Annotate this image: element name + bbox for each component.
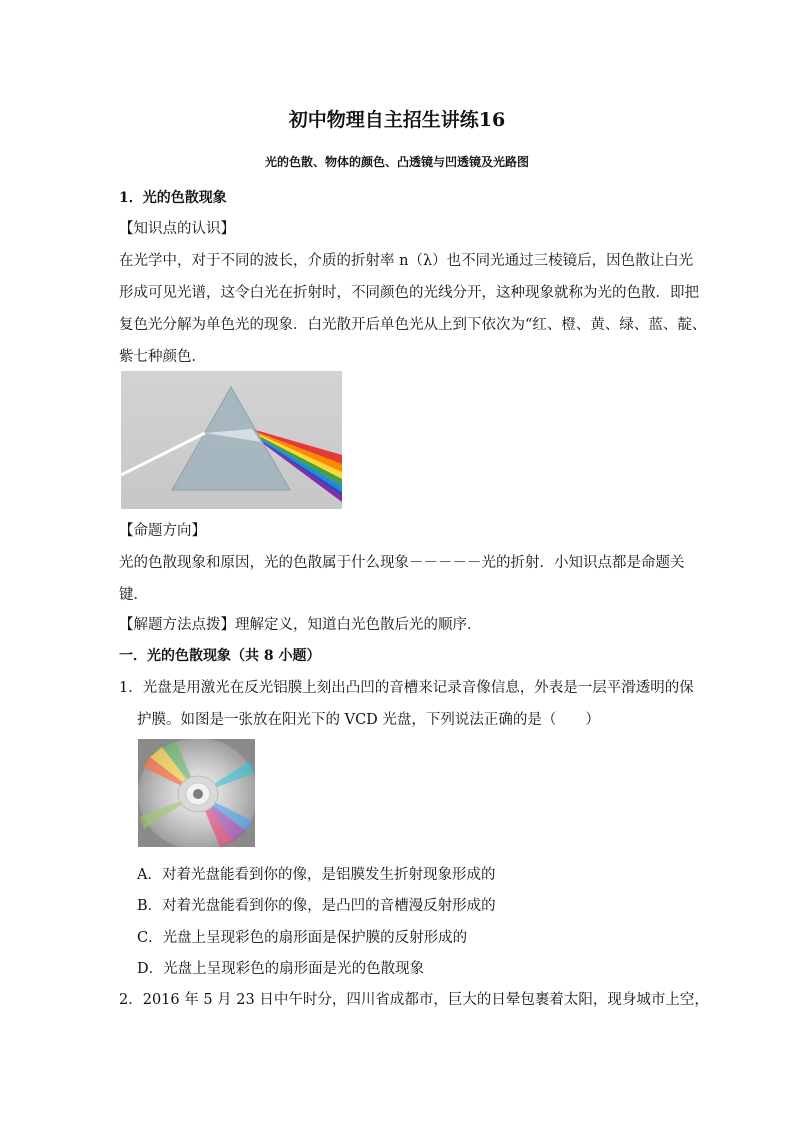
direction-line: 键． [119, 587, 148, 603]
option-b: B．对着光盘能看到你的像，是凸凹的音槽漫反射形成的 [137, 898, 496, 914]
exercise-section-heading: 一．光的色散现象（共 8 小题） [119, 648, 321, 664]
page-title: 初中物理自主招生讲练16 [288, 109, 506, 131]
question-1-line: 1．光盘是用激光在反光铝膜上刻出凸凹的音槽来记录音像信息，外表是一层平滑透明的保 [119, 680, 694, 696]
cd-disc-image [138, 739, 255, 847]
section-heading-dispersion: 1．光的色散现象 [119, 190, 227, 206]
method-text: 理解定义，知道白光色散后光的顺序． [235, 617, 482, 633]
knowledge-line: 紫七种颜色． [119, 349, 206, 365]
question-2-line: 2．2016 年 5 月 23 日中午时分，四川省成都市，巨大的日晕包裹着太阳，现身城市上空， [119, 992, 709, 1008]
knowledge-line: 形成可见光谱，这令白光在折射时，不同颜色的光线分开，这种现象就称为光的色散．即把 [119, 285, 699, 301]
knowledge-line: 在光学中，对于不同的波长，介质的折射率 n（λ）也不同光通过三棱镜后，因色散让白光 [119, 253, 694, 269]
direction-label: 【命题方向】 [119, 523, 206, 539]
method-label: 【解题方法点拨】 [119, 617, 235, 633]
prism-dispersion-image [121, 371, 342, 509]
direction-line: 光的色散现象和原因，光的色散属于什么现象－－－－－光的折射．小知识点都是命题关 [119, 555, 685, 571]
question-1-line: 护膜。如图是一张放在阳光下的 VCD 光盘，下列说法正确的是（ ） [137, 712, 600, 728]
option-c: C．光盘上呈现彩色的扇形面是保护膜的反射形成的 [137, 930, 468, 946]
knowledge-label: 【知识点的认识】 [119, 221, 235, 237]
cd-svg [138, 739, 255, 847]
option-d: D．光盘上呈现彩色的扇形面是光的色散现象 [137, 961, 425, 977]
option-a: A．对着光盘能看到你的像，是铝膜发生折射现象形成的 [137, 867, 496, 883]
prism-svg [121, 371, 342, 509]
knowledge-line: 复色光分解为单色光的现象．白光散开后单色光从上到下依次为“红、橙、黄、绿、蓝、靛、 [119, 317, 707, 333]
page-subtitle: 光的色散、物体的颜色、凸透镜与凹透镜及光路图 [264, 155, 529, 169]
method-line [119, 613, 482, 634]
